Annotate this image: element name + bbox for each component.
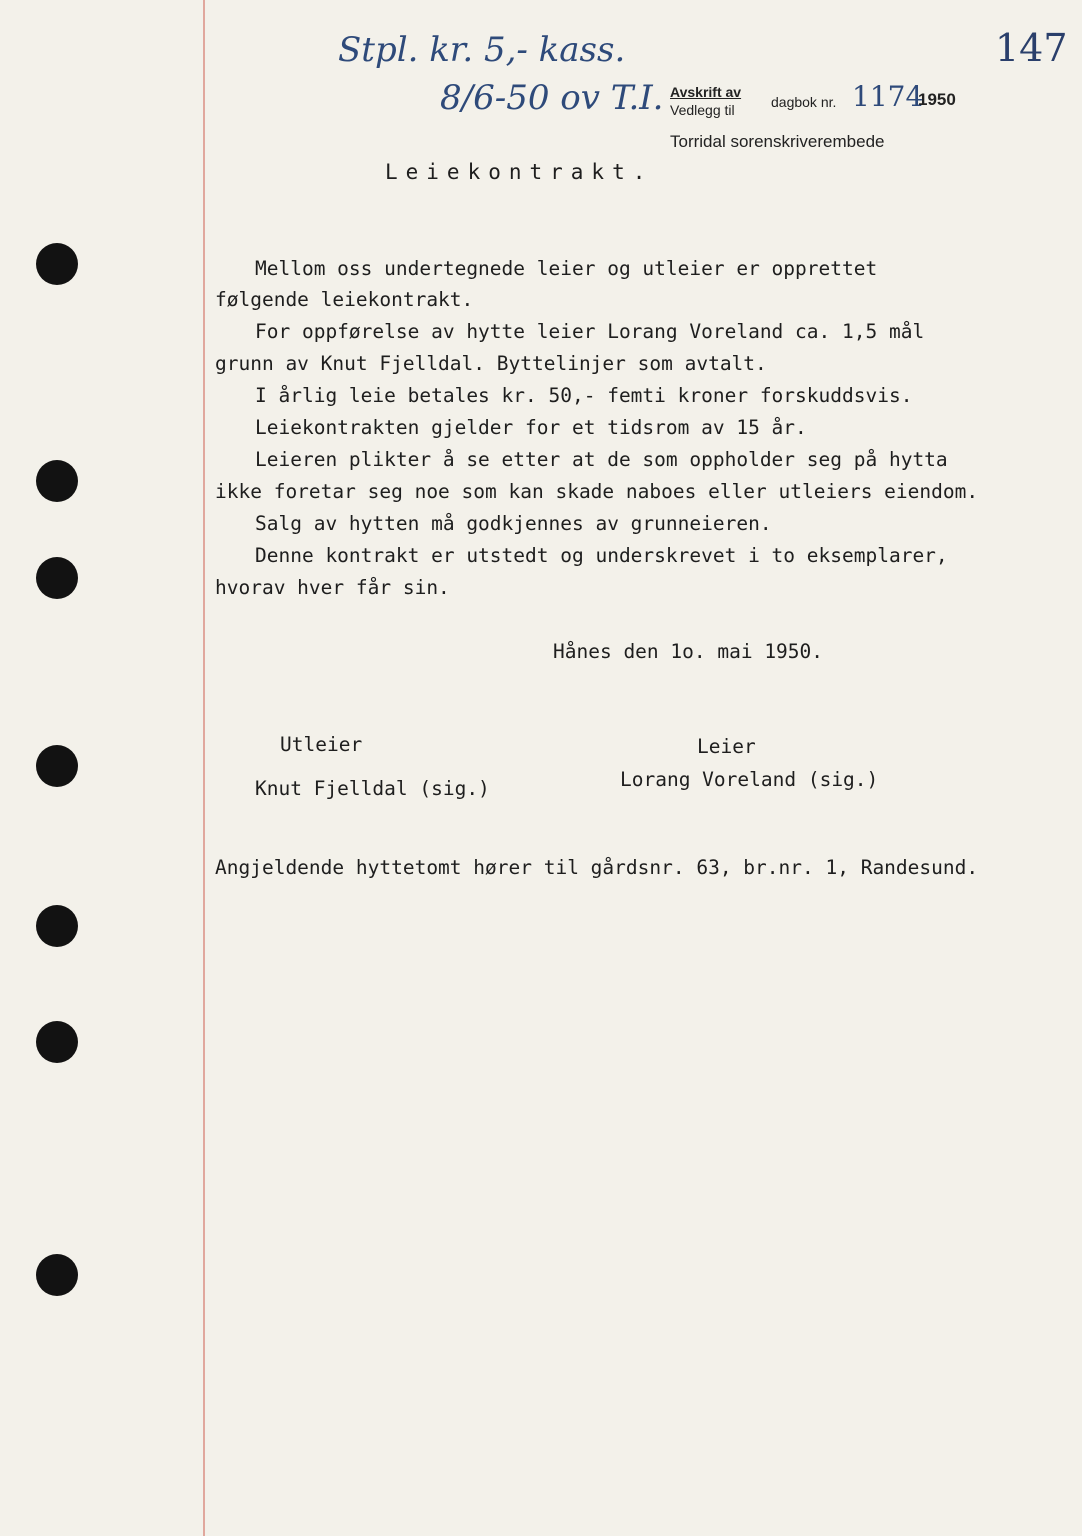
document-title: Leiekontrakt. — [385, 160, 654, 184]
stamp-office: Torridal sorenskriverembede — [670, 132, 885, 151]
leier-signature: Lorang Voreland (sig.) — [620, 768, 879, 791]
handwritten-fee-note: Stpl. kr. 5,- kass. — [338, 30, 626, 70]
binder-hole — [36, 460, 78, 502]
binder-hole — [36, 557, 78, 599]
paragraph-line: For oppførelse av hytte leier Lorang Voreland ca. 1,5 mål — [255, 320, 925, 343]
stamp-year: 1950 — [918, 90, 956, 109]
paragraph-line: Leiekontrakten gjelder for et tidsrom av 15 år. — [255, 416, 807, 439]
paragraph-line: Mellom oss undertegnede leier og utleier er opprettet — [255, 257, 878, 280]
footer-note: Angjeldende hyttetomt hører til gårdsnr. 63, br.nr. 1, Randesund. — [215, 856, 979, 879]
stamp-line-2: Vedlegg til — [670, 102, 735, 118]
paragraph-line: grunn av Knut Fjelldal. Byttelinjer som avtalt. — [215, 352, 767, 375]
utleier-signature: Knut Fjelldal (sig.) — [255, 777, 490, 800]
utleier-label: Utleier — [280, 733, 363, 756]
paragraph-line: ikke foretar seg noe som kan skade naboes eller utleiers eiendom. — [215, 480, 979, 503]
binder-hole — [36, 905, 78, 947]
handwritten-date-note: 8/6-50 ov T.I. — [440, 78, 664, 118]
stamp-dagbok-label: dagbok nr. — [771, 94, 837, 110]
handwritten-dagbok-number: 1174 — [852, 80, 924, 113]
page-number: 147 — [995, 26, 1068, 70]
place-date: Hånes den 1o. mai 1950. — [553, 640, 824, 663]
stamp-line-1: Avskrift av — [670, 84, 742, 100]
paragraph-line: I årlig leie betales kr. 50,- femti kroner forskuddsvis. — [255, 384, 913, 407]
leier-label: Leier — [697, 735, 756, 758]
binder-hole — [36, 243, 78, 285]
binder-hole — [36, 745, 78, 787]
paragraph-line: Salg av hytten må godkjennes av grunneieren. — [255, 512, 772, 535]
margin-line — [203, 0, 205, 1536]
binder-hole — [36, 1254, 78, 1296]
paragraph-line: Leieren plikter å se etter at de som oppholder seg på hytta — [255, 448, 948, 471]
binder-hole — [36, 1021, 78, 1063]
paragraph-line: Denne kontrakt er utstedt og underskrevet i to eksemplarer, — [255, 544, 948, 567]
paragraph-line: følgende leiekontrakt. — [215, 288, 474, 311]
paragraph-line: hvorav hver får sin. — [215, 576, 450, 599]
